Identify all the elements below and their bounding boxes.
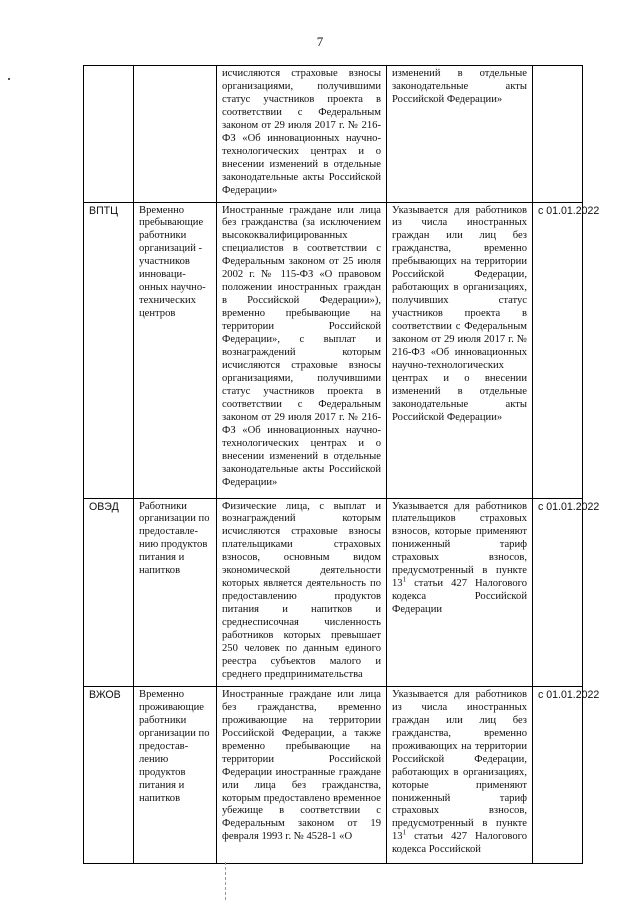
insured-person-codes-table (83, 65, 600, 864)
table-row (84, 498, 583, 686)
note-text: Указывается для работников плательщиков страховых взносов, которые применяют пониженный тариф страховых взносов, предусмотренный в пункте 13 (392, 500, 527, 590)
note-superscript: 1 (402, 575, 407, 584)
row-date: с 01.01.2022 (533, 686, 583, 863)
note-text-end: статьи 427 Налогового кодекса Российской Федерации (392, 578, 527, 616)
row-code: ВПТЦ (84, 202, 134, 498)
binding-fold-line (225, 862, 226, 900)
note-superscript: 1 (402, 828, 407, 837)
page-number: 7 (316, 34, 324, 49)
row-name: Временно пребывающие работники организаций - участников инноваци-онных научно-технических центров (134, 202, 217, 498)
row-category-description: исчисляются страховые взносы организациями, получившими статус участников проекта в соответствии с Федеральным законом от 29 июля 2017 г. № 216-ФЗ «Об инновационных научно-технологических центрах и о внесении изменений в отдельные законодательные акты Российской Федерации» (217, 66, 387, 203)
table-row (84, 686, 583, 863)
row-code: ВЖОВ (84, 686, 134, 863)
row-note: Указывается для работников из числа иностранных граждан или лиц без гражданства, временно пребывающих на территории Российской Федерации, работающих в организациях, получивших статус участников проекта в соответствии с Федеральным законом от 29 июля 2017 г. № 216-ФЗ «Об инновационных научно-технологических центрах и о внесении изменений в отдельные законодательные акты Российской Федерации» (387, 202, 533, 498)
row-note: изменений в отдельные законодательные акты Российской Федерации» (387, 66, 533, 203)
note-text: Указывается для работников из числа иностранных граждан или лиц без гражданства, временно проживающих на территории Российской Федерации, работающих в организациях, которые применяют пониженный тариф страховых взносов, предусмотренный в пункте 13 (392, 688, 527, 843)
row-code (84, 66, 134, 203)
row-category-description: Физические лица, с выплат и вознаграждений которым исчисляются страховые взносы плательщиками страховых взносов, основным видом экономической деятельности которых является деятельность по предоставлению продуктов питания и напитков и среднесписочная численность работников которых превышает 250 человек по данным единого реестра субъектов малого и среднего предпринимательства (217, 498, 387, 686)
row-note (387, 686, 533, 863)
row-name (134, 66, 217, 203)
row-name: Работники организации по предоставле-нию продуктов питания и напитков (134, 498, 217, 686)
row-code: ОВЭД (84, 498, 134, 686)
note-text-end: статьи 427 Налогового кодекса Российской (392, 831, 527, 856)
margin-mark (8, 78, 10, 80)
table-row (84, 202, 583, 498)
row-date: с 01.01.2022 (533, 202, 583, 498)
row-name: Временно проживающие работники организации по предостав-лению продуктов питания и напитков (134, 686, 217, 863)
row-date: с 01.01.2022 (533, 498, 583, 686)
row-date (533, 66, 583, 203)
row-category-description: Иностранные граждане или лица без гражданства, временно проживающие на территории Российской Федерации, а также временно пребывающие на территории Российской Федерации иностранные граждане или лица без гражданства, которым предоставлено временное убежище в соответствии с Федеральным законом от 19 февраля 1993 г. № 4528-1 «О (217, 686, 387, 863)
table-row (84, 66, 583, 203)
row-note (387, 498, 533, 686)
row-category-description: Иностранные граждане или лица без гражданства (за исключением высококвалифицированных специалистов в соответствии с Федеральным законом от 25 июля 2002 г. № 115-ФЗ «О правовом положении иностранных граждан в Российской Федерации»), временно пребывающие на территории Российской Федерации», с выплат и вознаграждений которым исчисляются страховые взносы организациями, получившими статус участников проекта в соответствии с Федеральным законом от 29 июля 2017 г. № 216-ФЗ «Об инновационных научно-технологических центрах и о внесении изменений в отдельные законодательные акты Российской Федерации» (217, 202, 387, 498)
